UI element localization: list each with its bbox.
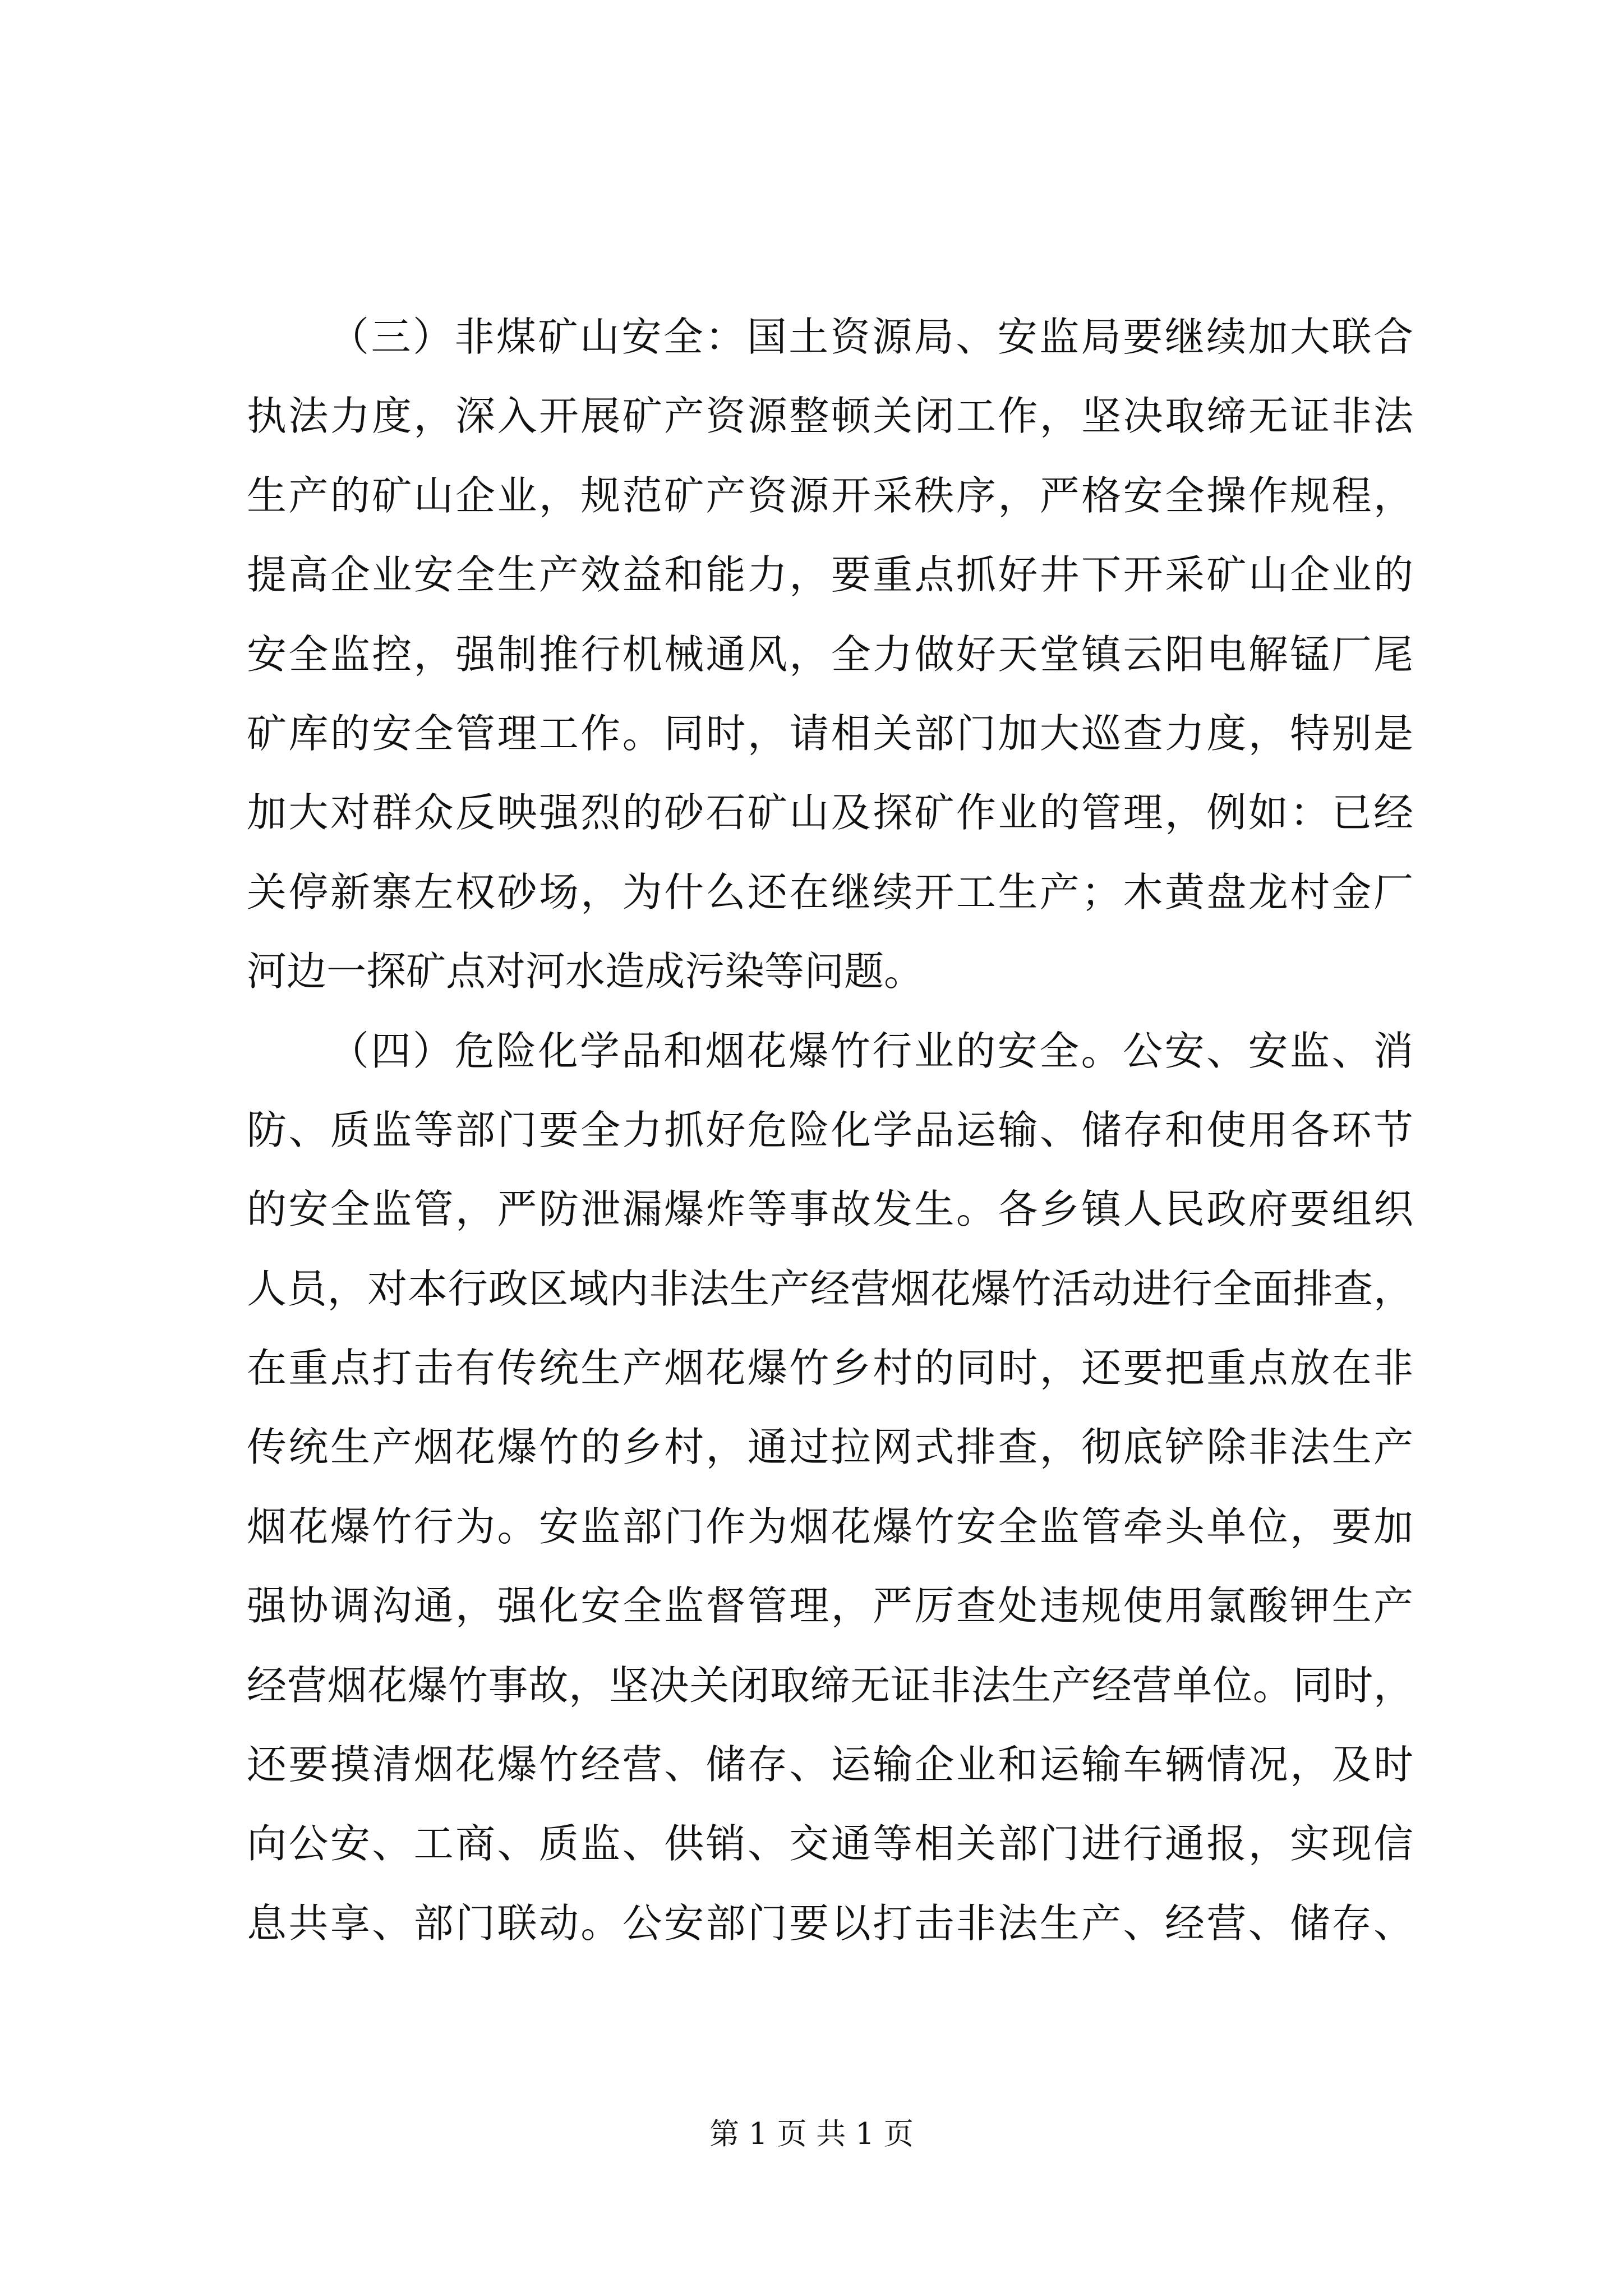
text-line: 传统生产烟花爆竹的乡村，通过拉网式排查，彻底铲除非法生产 (247, 1424, 1413, 1471)
text-line: 经营烟花爆竹事故，坚决关闭取缔无证非法生产经营单位。同时， (247, 1662, 1413, 1709)
text-line: 还要摸清烟花爆竹经营、储存、运输企业和运输车辆情况，及时 (247, 1741, 1413, 1788)
text-line: 防、质监等部门要全力抓好危险化学品运输、储存和使用各环节 (247, 1106, 1413, 1153)
text-line: 安全监控，强制推行机械通风，全力做好天堂镇云阳电解锰厂尾 (247, 631, 1413, 678)
text-line: （四）危险化学品和烟花爆竹行业的安全。公安、安监、消 (329, 1027, 1413, 1074)
text-line: 执法力度，深入开展矿产资源整顿关闭工作，坚决取缔无证非法 (247, 393, 1413, 440)
text-line: 加大对群众反映强烈的砂石矿山及探矿作业的管理，例如：已经 (247, 789, 1413, 836)
text-line: 的安全监管，严防泄漏爆炸等事故发生。各乡镇人民政府要组织 (247, 1186, 1413, 1233)
text-line: 烟花爆竹行为。安监部门作为烟花爆竹安全监管牵头单位，要加 (247, 1503, 1413, 1550)
text-line: 河边一探矿点对河水造成污染等问题。 (247, 948, 924, 995)
text-line: 人员，对本行政区域内非法生产经营烟花爆竹活动进行全面排查， (247, 1265, 1413, 1312)
text-line: （三）非煤矿山安全：国土资源局、安监局要继续加大联合 (329, 314, 1413, 360)
text-line: 在重点打击有传统生产烟花爆竹乡村的同时，还要把重点放在非 (247, 1345, 1413, 1392)
text-line: 关停新寨左权砂场，为什么还在继续开工生产；木黄盘龙村金厂 (247, 868, 1413, 915)
text-line: 息共享、部门联动。公安部门要以打击非法生产、经营、储存、 (247, 1899, 1413, 1947)
text-line: 强协调沟通，强化安全监督管理，严厉查处违规使用氯酸钾生产 (247, 1582, 1413, 1630)
page-footer: 第 1 页 共 1 页 (709, 2117, 914, 2151)
paragraph-section-4 (247, 1011, 1413, 1963)
text-line: 矿库的安全管理工作。同时，请相关部门加大巡查力度，特别是 (247, 710, 1413, 757)
document-body (247, 297, 1413, 1963)
text-line: 向公安、工商、质监、供销、交通等相关部门进行通报，实现信 (247, 1820, 1413, 1867)
paragraph-section-3 (247, 297, 1413, 1011)
text-line: 提高企业安全生产效益和能力，要重点抓好井下开采矿山企业的 (247, 551, 1413, 599)
text-line: 生产的矿山企业，规范矿产资源开采秩序，严格安全操作规程， (247, 472, 1413, 519)
